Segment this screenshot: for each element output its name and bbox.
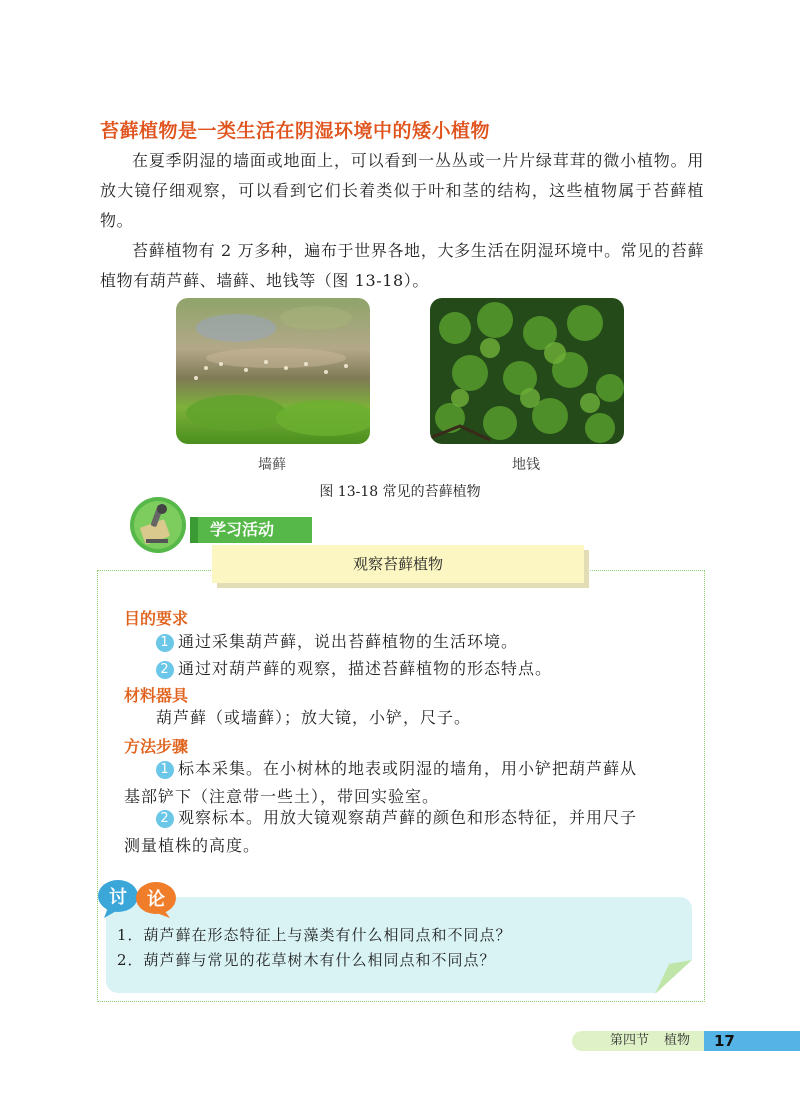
number-badge: 1 — [156, 634, 174, 652]
discussion-question-1: 1．葫芦藓在形态特征上与藻类有什么相同点和不同点？ — [117, 926, 512, 944]
discussion-question-2: 2．葫芦藓与常见的花草树木有什么相同点和不同点？ — [117, 951, 496, 969]
purpose-heading: 目的要求 — [124, 609, 189, 628]
caption-liverwort: 地钱 — [512, 457, 540, 473]
number-badge: 1 — [156, 761, 174, 779]
step-2-line-1: 2 观察标本。用放大镜观察葫芦藓的颜色和形态特征，并用尺子 — [156, 803, 716, 833]
photo-wall-moss — [176, 298, 370, 444]
photo-liverwort — [430, 298, 624, 444]
section-title: 苔藓植物是一类生活在阴湿环境中的矮小植物 — [100, 120, 491, 142]
activity-tab: 学习活动 — [190, 517, 312, 543]
materials-text: 葫芦藓（或墙藓）；放大镜，小铲，尺子。 — [156, 708, 472, 727]
caption-wall-moss: 墙藓 — [258, 457, 286, 473]
page-number: 17 — [704, 1031, 800, 1051]
number-badge: 2 — [156, 661, 174, 679]
step-1-line-1: 1 标本采集。在小树林的地表或阴湿的墙角，用小铲把葫芦藓从 — [156, 754, 716, 784]
footer-section: 第四节 — [610, 1033, 650, 1048]
discussion-label-1: 讨 — [109, 887, 127, 908]
steps-heading: 方法步骤 — [124, 737, 189, 756]
figure-caption: 图 13-18 常见的苔藓植物 — [319, 484, 481, 500]
paragraph-1: 在夏季阴湿的墙面或地面上，可以看到一丛丛或一片片绿茸茸的微小植物。用放大镜仔细观察，可以看到它们长着类似于叶和茎的结构，这些植物属于苔藓植物。 — [100, 151, 704, 230]
purpose-item-2: 2 通过对葫芦藓的观察，描述苔藓植物的形态特点。 — [156, 654, 716, 684]
number-badge: 2 — [156, 810, 174, 828]
step-1-line-2: 基部铲下（注意带一些土），带回实验室。 — [124, 787, 440, 806]
page-fold-corner — [655, 960, 695, 1000]
microscope-icon — [128, 495, 188, 559]
footer-topic: 植物 — [664, 1033, 691, 1048]
step-2-line-2: 测量植株的高度。 — [124, 836, 261, 855]
paragraph-2: 苔藓植物有 2 万多种，遍布于世界各地，大多生活在阴湿环境中。常见的苔藓植物有葫芦藓、墙藓、地钱等（图 13-18）。 — [100, 241, 704, 290]
footer-section-label — [572, 1031, 704, 1051]
discussion-box — [106, 897, 692, 993]
materials-heading: 材料器具 — [124, 686, 189, 705]
discussion-label-2: 论 — [147, 889, 165, 910]
activity-title: 观察苔藓植物 — [212, 545, 584, 583]
discussion-icon — [96, 878, 180, 922]
purpose-item-1: 1 通过采集葫芦藓，说出苔藓植物的生活环境。 — [156, 627, 716, 657]
